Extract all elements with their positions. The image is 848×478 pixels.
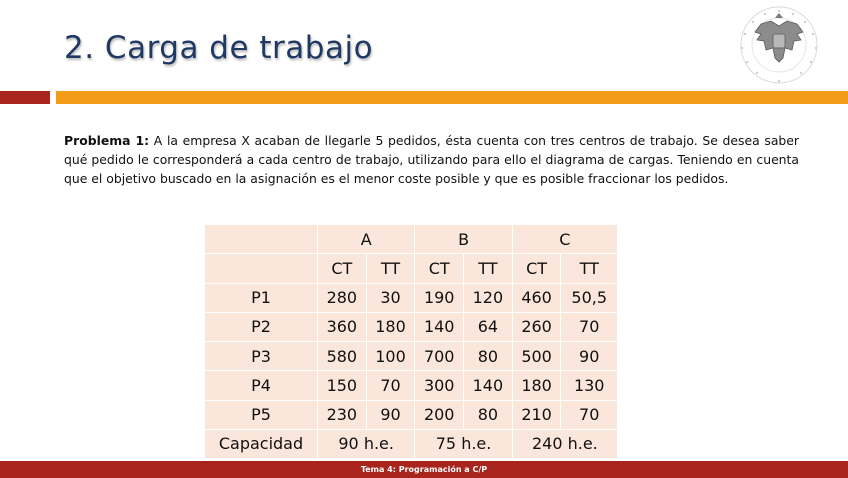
workload-table: [205, 225, 618, 459]
table-cell: 80: [464, 342, 513, 371]
table-cell: 300: [415, 371, 464, 400]
subheader-cell: CT: [415, 254, 464, 283]
table-empty-cell: [205, 254, 318, 283]
row-label: P3: [205, 342, 318, 371]
center-header-b: B: [415, 225, 512, 254]
table-cell: 140: [415, 313, 464, 342]
table-row: [205, 342, 618, 371]
table-cell: 100: [367, 342, 416, 371]
table-cell: 500: [513, 342, 562, 371]
table-cell: 230: [318, 401, 367, 430]
subheader-cell: TT: [464, 254, 513, 283]
table-cell: 90: [367, 401, 416, 430]
table-row: [205, 313, 618, 342]
table-cell: 64: [464, 313, 513, 342]
problem-label: Problema 1:: [64, 133, 150, 149]
center-header-a: A: [318, 225, 415, 254]
table-row: [205, 284, 618, 313]
table-cell: 460: [513, 284, 562, 313]
row-label: P4: [205, 371, 318, 400]
table-cell: 260: [513, 313, 562, 342]
capacity-row: [205, 430, 618, 459]
subheader-cell: CT: [513, 254, 562, 283]
capacity-cell-b: 75 h.e.: [415, 430, 512, 459]
center-header-c: C: [513, 225, 618, 254]
subheader-cell: TT: [367, 254, 416, 283]
table-cell: 80: [464, 401, 513, 430]
table-cell: 90: [561, 342, 618, 371]
table-row: [205, 371, 618, 400]
university-seal-icon: [731, 4, 827, 86]
page-title: 2. Carga de trabajo: [64, 30, 374, 66]
capacity-cell-a: 90 h.e.: [318, 430, 415, 459]
subheader-cell: CT: [318, 254, 367, 283]
subheader-cell: TT: [561, 254, 618, 283]
problem-statement: [64, 131, 799, 188]
table-cell: 50,5: [561, 284, 618, 313]
footer-bar: Tema 4: Programación a C/P: [0, 461, 848, 478]
capacity-label: Capacidad: [205, 430, 318, 459]
table-cell: 70: [367, 371, 416, 400]
table-header-centers: [205, 225, 618, 254]
table-cell: 130: [561, 371, 618, 400]
table-cell: 190: [415, 284, 464, 313]
table-cell: 700: [415, 342, 464, 371]
table-cell: 120: [464, 284, 513, 313]
problem-text: A la empresa X acaban de llegarle 5 pedidos, ésta cuenta con tres centros de trabajo. Se desea saber qué pedido le corresponderá a cada centro de trabajo, utilizando para ello el diagrama de cargas. Teniendo en cuenta que el objetivo buscado en la asignación es el menor coste posible y que es posible fraccionar los pedidos.: [64, 133, 799, 187]
table-cell: 140: [464, 371, 513, 400]
table-cell: 580: [318, 342, 367, 371]
table-cell: 210: [513, 401, 562, 430]
table-cell: 70: [561, 313, 618, 342]
capacity-cell-c: 240 h.e.: [513, 430, 618, 459]
table-row: [205, 401, 618, 430]
row-label: P2: [205, 313, 318, 342]
table-header-metrics: [205, 254, 618, 283]
table-cell: 200: [415, 401, 464, 430]
header-accent-red: [0, 91, 50, 104]
table-cell: 70: [561, 401, 618, 430]
table-cell: 180: [513, 371, 562, 400]
table-cell: 280: [318, 284, 367, 313]
table-cell: 30: [367, 284, 416, 313]
header-accent-orange: [56, 91, 848, 104]
table-cell: 360: [318, 313, 367, 342]
table-cell: 150: [318, 371, 367, 400]
row-label: P1: [205, 284, 318, 313]
table-cell: 180: [367, 313, 416, 342]
row-label: P5: [205, 401, 318, 430]
table-corner-cell: [205, 225, 318, 254]
